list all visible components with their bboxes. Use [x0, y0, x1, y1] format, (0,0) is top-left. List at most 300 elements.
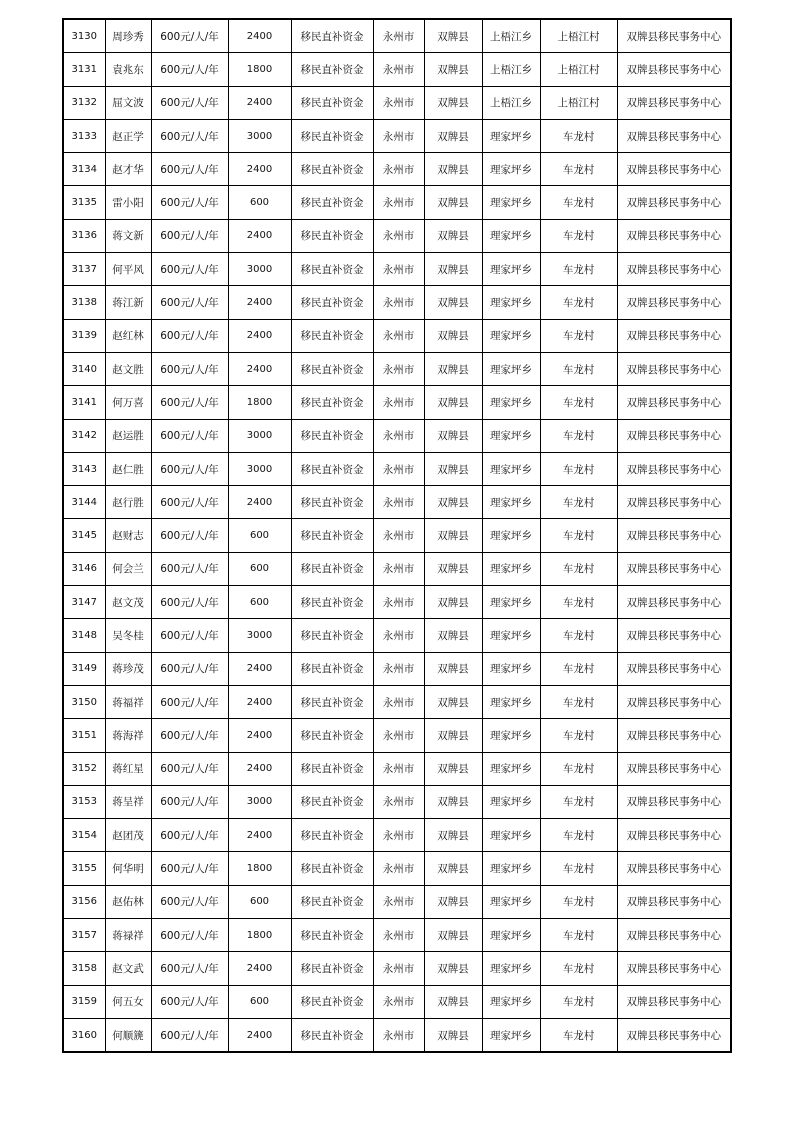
city-cell: 永州市: [373, 719, 424, 752]
village-cell: 车龙村: [540, 752, 617, 785]
township-cell: 上梧江乡: [482, 53, 540, 86]
village-cell: 车龙村: [540, 119, 617, 152]
city-cell: 永州市: [373, 952, 424, 985]
table-row: [63, 186, 731, 219]
issuing-agency-cell: 双牌县移民事务中心: [617, 586, 731, 619]
county-cell: 双牌县: [424, 1018, 482, 1052]
city-cell: 永州市: [373, 519, 424, 552]
recipient-name-cell: 赵佑林: [105, 885, 151, 918]
township-cell: 理家坪乡: [482, 319, 540, 352]
amount-cell: 3000: [228, 119, 291, 152]
amount-cell: 1800: [228, 386, 291, 419]
city-cell: 永州市: [373, 319, 424, 352]
row-number-cell: 3160: [63, 1018, 105, 1052]
row-number-cell: 3153: [63, 785, 105, 818]
subsidy-standard-cell: 600元/人/年: [151, 452, 228, 485]
table-row: [63, 985, 731, 1018]
fund-type-cell: 移民直补资金: [291, 619, 373, 652]
row-number-cell: 3155: [63, 852, 105, 885]
county-cell: 双牌县: [424, 519, 482, 552]
amount-cell: 3000: [228, 785, 291, 818]
city-cell: 永州市: [373, 119, 424, 152]
county-cell: 双牌县: [424, 86, 482, 119]
table-row: [63, 852, 731, 885]
recipient-name-cell: 何平风: [105, 253, 151, 286]
amount-cell: 2400: [228, 752, 291, 785]
issuing-agency-cell: 双牌县移民事务中心: [617, 352, 731, 385]
county-cell: 双牌县: [424, 452, 482, 485]
issuing-agency-cell: 双牌县移民事务中心: [617, 86, 731, 119]
amount-cell: 2400: [228, 1018, 291, 1052]
fund-type-cell: 移民直补资金: [291, 719, 373, 752]
issuing-agency-cell: 双牌县移民事务中心: [617, 819, 731, 852]
subsidy-standard-cell: 600元/人/年: [151, 1018, 228, 1052]
township-cell: 理家坪乡: [482, 419, 540, 452]
amount-cell: 2400: [228, 719, 291, 752]
table-body: [63, 19, 731, 1052]
fund-type-cell: 移民直补资金: [291, 386, 373, 419]
township-cell: 理家坪乡: [482, 186, 540, 219]
subsidy-standard-cell: 600元/人/年: [151, 153, 228, 186]
issuing-agency-cell: 双牌县移民事务中心: [617, 919, 731, 952]
village-cell: 车龙村: [540, 885, 617, 918]
row-number-cell: 3137: [63, 253, 105, 286]
recipient-name-cell: 蒋江新: [105, 286, 151, 319]
amount-cell: 2400: [228, 486, 291, 519]
recipient-name-cell: 蒋禄祥: [105, 919, 151, 952]
fund-type-cell: 移民直补资金: [291, 819, 373, 852]
recipient-name-cell: 赵团茂: [105, 819, 151, 852]
table-row: [63, 819, 731, 852]
issuing-agency-cell: 双牌县移民事务中心: [617, 852, 731, 885]
county-cell: 双牌县: [424, 586, 482, 619]
township-cell: 理家坪乡: [482, 552, 540, 585]
recipient-name-cell: 雷小阳: [105, 186, 151, 219]
village-cell: 车龙村: [540, 652, 617, 685]
table-row: [63, 253, 731, 286]
recipient-name-cell: 屈文波: [105, 86, 151, 119]
row-number-cell: 3157: [63, 919, 105, 952]
township-cell: 理家坪乡: [482, 685, 540, 718]
fund-type-cell: 移民直补资金: [291, 652, 373, 685]
amount-cell: 600: [228, 519, 291, 552]
fund-type-cell: 移民直补资金: [291, 952, 373, 985]
township-cell: 理家坪乡: [482, 1018, 540, 1052]
fund-type-cell: 移民直补资金: [291, 486, 373, 519]
subsidy-standard-cell: 600元/人/年: [151, 619, 228, 652]
township-cell: 理家坪乡: [482, 752, 540, 785]
township-cell: 理家坪乡: [482, 386, 540, 419]
issuing-agency-cell: 双牌县移民事务中心: [617, 253, 731, 286]
subsidy-standard-cell: 600元/人/年: [151, 253, 228, 286]
county-cell: 双牌县: [424, 286, 482, 319]
fund-type-cell: 移民直补资金: [291, 885, 373, 918]
subsidy-standard-cell: 600元/人/年: [151, 286, 228, 319]
recipient-name-cell: 蒋红星: [105, 752, 151, 785]
table-row: [63, 885, 731, 918]
village-cell: 车龙村: [540, 253, 617, 286]
village-cell: 车龙村: [540, 985, 617, 1018]
fund-type-cell: 移民直补资金: [291, 1018, 373, 1052]
township-cell: 理家坪乡: [482, 852, 540, 885]
row-number-cell: 3154: [63, 819, 105, 852]
table-row: [63, 652, 731, 685]
issuing-agency-cell: 双牌县移民事务中心: [617, 519, 731, 552]
village-cell: 上梧江村: [540, 53, 617, 86]
county-cell: 双牌县: [424, 386, 482, 419]
table-row: [63, 486, 731, 519]
city-cell: 永州市: [373, 219, 424, 252]
issuing-agency-cell: 双牌县移民事务中心: [617, 452, 731, 485]
fund-type-cell: 移民直补资金: [291, 552, 373, 585]
township-cell: 上梧江乡: [482, 19, 540, 53]
issuing-agency-cell: 双牌县移民事务中心: [617, 219, 731, 252]
village-cell: 车龙村: [540, 153, 617, 186]
subsidy-standard-cell: 600元/人/年: [151, 519, 228, 552]
township-cell: 理家坪乡: [482, 119, 540, 152]
row-number-cell: 3159: [63, 985, 105, 1018]
city-cell: 永州市: [373, 386, 424, 419]
subsidy-standard-cell: 600元/人/年: [151, 752, 228, 785]
city-cell: 永州市: [373, 785, 424, 818]
county-cell: 双牌县: [424, 419, 482, 452]
amount-cell: 2400: [228, 19, 291, 53]
table-row: [63, 386, 731, 419]
table-row: [63, 19, 731, 53]
city-cell: 永州市: [373, 253, 424, 286]
recipient-name-cell: 赵才华: [105, 153, 151, 186]
row-number-cell: 3145: [63, 519, 105, 552]
village-cell: 车龙村: [540, 619, 617, 652]
amount-cell: 600: [228, 885, 291, 918]
recipient-name-cell: 赵财志: [105, 519, 151, 552]
table-row: [63, 119, 731, 152]
row-number-cell: 3140: [63, 352, 105, 385]
village-cell: 上梧江村: [540, 86, 617, 119]
recipient-name-cell: 何五女: [105, 985, 151, 1018]
county-cell: 双牌县: [424, 752, 482, 785]
issuing-agency-cell: 双牌县移民事务中心: [617, 319, 731, 352]
county-cell: 双牌县: [424, 253, 482, 286]
village-cell: 车龙村: [540, 552, 617, 585]
fund-type-cell: 移民直补资金: [291, 352, 373, 385]
table-row: [63, 53, 731, 86]
recipient-name-cell: 蒋海祥: [105, 719, 151, 752]
row-number-cell: 3136: [63, 219, 105, 252]
township-cell: 理家坪乡: [482, 652, 540, 685]
subsidy-standard-cell: 600元/人/年: [151, 86, 228, 119]
village-cell: 车龙村: [540, 819, 617, 852]
township-cell: 理家坪乡: [482, 352, 540, 385]
township-cell: 理家坪乡: [482, 952, 540, 985]
table-row: [63, 352, 731, 385]
county-cell: 双牌县: [424, 785, 482, 818]
table-row: [63, 719, 731, 752]
table-row: [63, 586, 731, 619]
amount-cell: 1800: [228, 53, 291, 86]
county-cell: 双牌县: [424, 985, 482, 1018]
amount-cell: 1800: [228, 919, 291, 952]
village-cell: 车龙村: [540, 352, 617, 385]
village-cell: 车龙村: [540, 319, 617, 352]
fund-type-cell: 移民直补资金: [291, 752, 373, 785]
issuing-agency-cell: 双牌县移民事务中心: [617, 419, 731, 452]
recipient-name-cell: 何华明: [105, 852, 151, 885]
fund-type-cell: 移民直补资金: [291, 86, 373, 119]
subsidy-standard-cell: 600元/人/年: [151, 19, 228, 53]
subsidy-table: [62, 18, 732, 1053]
county-cell: 双牌县: [424, 852, 482, 885]
amount-cell: 2400: [228, 352, 291, 385]
row-number-cell: 3158: [63, 952, 105, 985]
county-cell: 双牌县: [424, 119, 482, 152]
amount-cell: 2400: [228, 952, 291, 985]
subsidy-standard-cell: 600元/人/年: [151, 586, 228, 619]
row-number-cell: 3150: [63, 685, 105, 718]
village-cell: 车龙村: [540, 685, 617, 718]
village-cell: 车龙村: [540, 586, 617, 619]
amount-cell: 2400: [228, 153, 291, 186]
fund-type-cell: 移民直补资金: [291, 685, 373, 718]
city-cell: 永州市: [373, 586, 424, 619]
township-cell: 理家坪乡: [482, 619, 540, 652]
subsidy-standard-cell: 600元/人/年: [151, 819, 228, 852]
issuing-agency-cell: 双牌县移民事务中心: [617, 186, 731, 219]
village-cell: 车龙村: [540, 286, 617, 319]
fund-type-cell: 移民直补资金: [291, 119, 373, 152]
issuing-agency-cell: 双牌县移民事务中心: [617, 486, 731, 519]
recipient-name-cell: 赵文武: [105, 952, 151, 985]
row-number-cell: 3132: [63, 86, 105, 119]
fund-type-cell: 移民直补资金: [291, 319, 373, 352]
subsidy-standard-cell: 600元/人/年: [151, 885, 228, 918]
subsidy-standard-cell: 600元/人/年: [151, 486, 228, 519]
table-row: [63, 552, 731, 585]
fund-type-cell: 移民直补资金: [291, 419, 373, 452]
township-cell: 理家坪乡: [482, 586, 540, 619]
county-cell: 双牌县: [424, 885, 482, 918]
recipient-name-cell: 赵正学: [105, 119, 151, 152]
township-cell: 理家坪乡: [482, 919, 540, 952]
amount-cell: 2400: [228, 819, 291, 852]
village-cell: 上梧江村: [540, 19, 617, 53]
city-cell: 永州市: [373, 186, 424, 219]
city-cell: 永州市: [373, 153, 424, 186]
recipient-name-cell: 何万喜: [105, 386, 151, 419]
township-cell: 理家坪乡: [482, 253, 540, 286]
subsidy-standard-cell: 600元/人/年: [151, 919, 228, 952]
amount-cell: 2400: [228, 319, 291, 352]
amount-cell: 3000: [228, 619, 291, 652]
county-cell: 双牌县: [424, 919, 482, 952]
city-cell: 永州市: [373, 885, 424, 918]
township-cell: 理家坪乡: [482, 452, 540, 485]
village-cell: 车龙村: [540, 852, 617, 885]
amount-cell: 600: [228, 186, 291, 219]
subsidy-standard-cell: 600元/人/年: [151, 119, 228, 152]
subsidy-standard-cell: 600元/人/年: [151, 53, 228, 86]
row-number-cell: 3146: [63, 552, 105, 585]
township-cell: 理家坪乡: [482, 486, 540, 519]
subsidy-standard-cell: 600元/人/年: [151, 952, 228, 985]
village-cell: 车龙村: [540, 519, 617, 552]
row-number-cell: 3147: [63, 586, 105, 619]
issuing-agency-cell: 双牌县移民事务中心: [617, 752, 731, 785]
city-cell: 永州市: [373, 685, 424, 718]
table-row: [63, 286, 731, 319]
subsidy-standard-cell: 600元/人/年: [151, 785, 228, 818]
county-cell: 双牌县: [424, 952, 482, 985]
village-cell: 车龙村: [540, 419, 617, 452]
village-cell: 车龙村: [540, 386, 617, 419]
subsidy-standard-cell: 600元/人/年: [151, 685, 228, 718]
fund-type-cell: 移民直补资金: [291, 519, 373, 552]
city-cell: 永州市: [373, 652, 424, 685]
subsidy-standard-cell: 600元/人/年: [151, 219, 228, 252]
row-number-cell: 3135: [63, 186, 105, 219]
village-cell: 车龙村: [540, 952, 617, 985]
recipient-name-cell: 蒋呈祥: [105, 785, 151, 818]
recipient-name-cell: 赵红林: [105, 319, 151, 352]
issuing-agency-cell: 双牌县移民事务中心: [617, 685, 731, 718]
city-cell: 永州市: [373, 552, 424, 585]
table-row: [63, 785, 731, 818]
table-row: [63, 919, 731, 952]
recipient-name-cell: 袁兆东: [105, 53, 151, 86]
village-cell: 车龙村: [540, 719, 617, 752]
recipient-name-cell: 吴冬桂: [105, 619, 151, 652]
fund-type-cell: 移民直补资金: [291, 186, 373, 219]
fund-type-cell: 移民直补资金: [291, 985, 373, 1018]
village-cell: 车龙村: [540, 452, 617, 485]
recipient-name-cell: 蒋文新: [105, 219, 151, 252]
township-cell: 理家坪乡: [482, 519, 540, 552]
issuing-agency-cell: 双牌县移民事务中心: [617, 286, 731, 319]
row-number-cell: 3134: [63, 153, 105, 186]
city-cell: 永州市: [373, 1018, 424, 1052]
village-cell: 车龙村: [540, 186, 617, 219]
table-row: [63, 419, 731, 452]
county-cell: 双牌县: [424, 352, 482, 385]
issuing-agency-cell: 双牌县移民事务中心: [617, 952, 731, 985]
recipient-name-cell: 蒋福祥: [105, 685, 151, 718]
amount-cell: 2400: [228, 652, 291, 685]
fund-type-cell: 移民直补资金: [291, 253, 373, 286]
city-cell: 永州市: [373, 352, 424, 385]
city-cell: 永州市: [373, 619, 424, 652]
row-number-cell: 3138: [63, 286, 105, 319]
subsidy-standard-cell: 600元/人/年: [151, 719, 228, 752]
recipient-name-cell: 赵文茂: [105, 586, 151, 619]
row-number-cell: 3141: [63, 386, 105, 419]
county-cell: 双牌县: [424, 619, 482, 652]
subsidy-table-page: [62, 18, 730, 1067]
table-row: [63, 219, 731, 252]
table-row: [63, 519, 731, 552]
county-cell: 双牌县: [424, 719, 482, 752]
table-row: [63, 319, 731, 352]
issuing-agency-cell: 双牌县移民事务中心: [617, 386, 731, 419]
issuing-agency-cell: 双牌县移民事务中心: [617, 53, 731, 86]
fund-type-cell: 移民直补资金: [291, 153, 373, 186]
fund-type-cell: 移民直补资金: [291, 19, 373, 53]
fund-type-cell: 移民直补资金: [291, 785, 373, 818]
subsidy-standard-cell: 600元/人/年: [151, 386, 228, 419]
recipient-name-cell: 何顺篪: [105, 1018, 151, 1052]
city-cell: 永州市: [373, 486, 424, 519]
row-number-cell: 3131: [63, 53, 105, 86]
subsidy-standard-cell: 600元/人/年: [151, 652, 228, 685]
recipient-name-cell: 赵文胜: [105, 352, 151, 385]
village-cell: 车龙村: [540, 785, 617, 818]
recipient-name-cell: 赵行胜: [105, 486, 151, 519]
row-number-cell: 3148: [63, 619, 105, 652]
issuing-agency-cell: 双牌县移民事务中心: [617, 885, 731, 918]
county-cell: 双牌县: [424, 685, 482, 718]
city-cell: 永州市: [373, 752, 424, 785]
amount-cell: 2400: [228, 286, 291, 319]
subsidy-standard-cell: 600元/人/年: [151, 985, 228, 1018]
city-cell: 永州市: [373, 286, 424, 319]
amount-cell: 3000: [228, 419, 291, 452]
township-cell: 理家坪乡: [482, 219, 540, 252]
city-cell: 永州市: [373, 819, 424, 852]
table-row: [63, 752, 731, 785]
village-cell: 车龙村: [540, 1018, 617, 1052]
row-number-cell: 3139: [63, 319, 105, 352]
row-number-cell: 3156: [63, 885, 105, 918]
row-number-cell: 3133: [63, 119, 105, 152]
row-number-cell: 3144: [63, 486, 105, 519]
issuing-agency-cell: 双牌县移民事务中心: [617, 985, 731, 1018]
county-cell: 双牌县: [424, 319, 482, 352]
city-cell: 永州市: [373, 919, 424, 952]
recipient-name-cell: 赵运胜: [105, 419, 151, 452]
issuing-agency-cell: 双牌县移民事务中心: [617, 19, 731, 53]
subsidy-standard-cell: 600元/人/年: [151, 419, 228, 452]
recipient-name-cell: 蒋珍茂: [105, 652, 151, 685]
row-number-cell: 3151: [63, 719, 105, 752]
city-cell: 永州市: [373, 86, 424, 119]
table-row: [63, 153, 731, 186]
fund-type-cell: 移民直补资金: [291, 919, 373, 952]
amount-cell: 2400: [228, 219, 291, 252]
township-cell: 理家坪乡: [482, 985, 540, 1018]
fund-type-cell: 移民直补资金: [291, 586, 373, 619]
county-cell: 双牌县: [424, 19, 482, 53]
table-row: [63, 86, 731, 119]
issuing-agency-cell: 双牌县移民事务中心: [617, 552, 731, 585]
recipient-name-cell: 周珍秀: [105, 19, 151, 53]
village-cell: 车龙村: [540, 919, 617, 952]
village-cell: 车龙村: [540, 486, 617, 519]
county-cell: 双牌县: [424, 819, 482, 852]
city-cell: 永州市: [373, 19, 424, 53]
fund-type-cell: 移民直补资金: [291, 286, 373, 319]
row-number-cell: 3142: [63, 419, 105, 452]
issuing-agency-cell: 双牌县移民事务中心: [617, 119, 731, 152]
county-cell: 双牌县: [424, 652, 482, 685]
city-cell: 永州市: [373, 852, 424, 885]
subsidy-standard-cell: 600元/人/年: [151, 352, 228, 385]
issuing-agency-cell: 双牌县移民事务中心: [617, 1018, 731, 1052]
issuing-agency-cell: 双牌县移民事务中心: [617, 619, 731, 652]
row-number-cell: 3130: [63, 19, 105, 53]
amount-cell: 1800: [228, 852, 291, 885]
township-cell: 上梧江乡: [482, 86, 540, 119]
fund-type-cell: 移民直补资金: [291, 53, 373, 86]
issuing-agency-cell: 双牌县移民事务中心: [617, 719, 731, 752]
